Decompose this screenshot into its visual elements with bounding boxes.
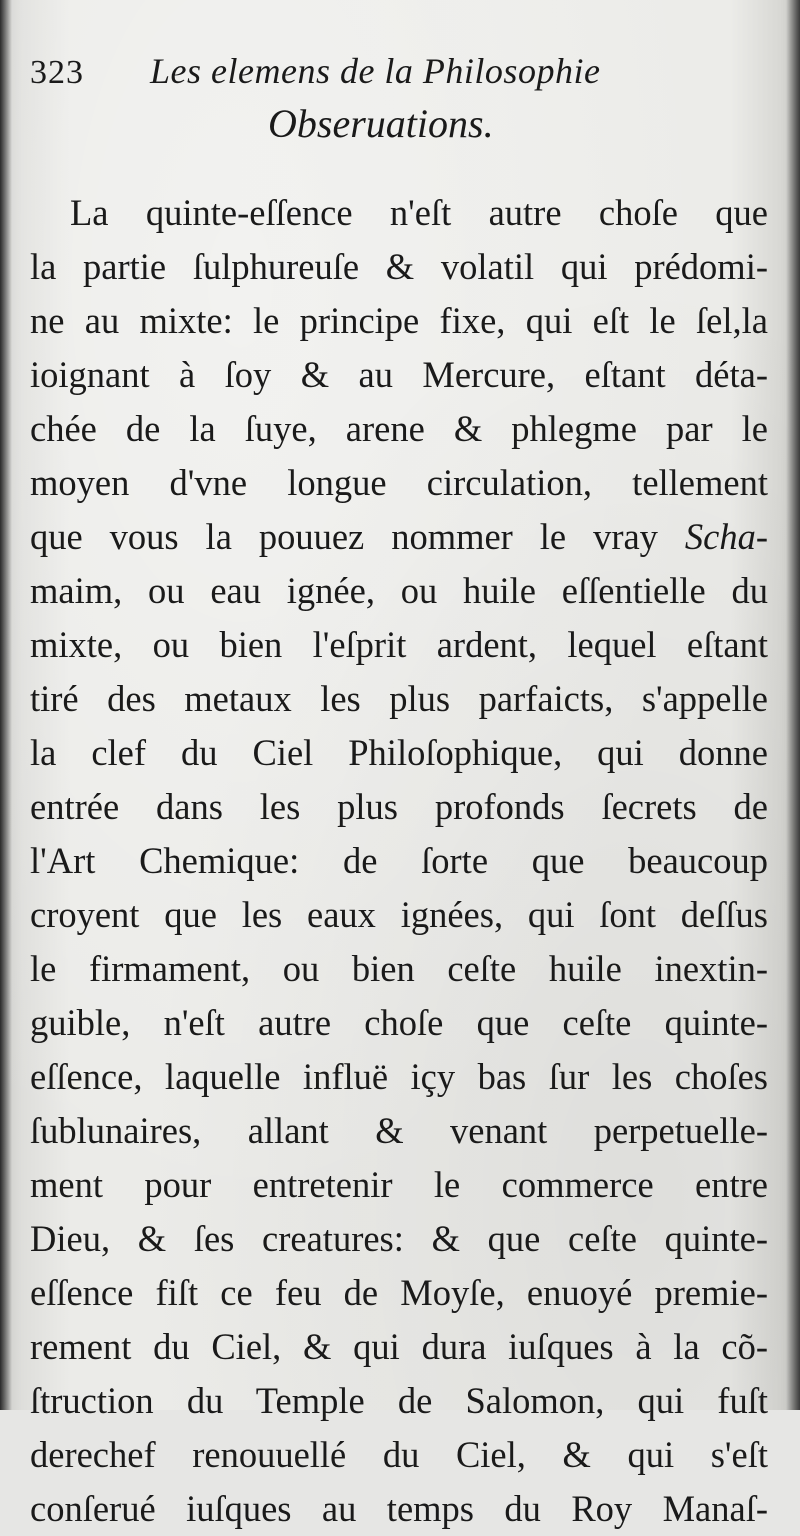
text-line: le firmament, ou bien ceſte huile inextin- [30, 948, 768, 989]
text-line: mixte, ou bien l'eſprit ardent, lequel eſtant [30, 624, 768, 665]
text-line: la clef du Ciel Philoſophique, qui donne [30, 732, 768, 773]
text-line: ment pour entretenir le commerce entre [30, 1164, 768, 1205]
text-line: guible, n'eſt autre choſe que ceſte quinte- [30, 1002, 768, 1043]
text-line: maim, ou eau ignée, ou huile eſſentielle du [30, 570, 768, 611]
text-line: croyent que les eaux ignées, qui ſont deſſus [30, 894, 768, 935]
text-line-with-italic [30, 510, 768, 564]
text-line: ſtruction du Temple de Salomon, qui fuſt [30, 1380, 768, 1421]
text-line: moyen d'vne longue circulation, tellement [30, 462, 768, 503]
text-line: eſſence fiſt ce feu de Moyſe, enuoyé premie- [30, 1272, 768, 1313]
running-head: Les elemens de la Philosophie [150, 51, 601, 91]
section-title: Obseruations. [268, 101, 494, 146]
page-edge-shadow [786, 0, 800, 1410]
text-line: la partie ſulphureuſe & volatil qui prédomi- [30, 246, 768, 287]
text-line: eſſence, laquelle influë içy bas ſur les choſes [30, 1056, 768, 1097]
text-line: entrée dans les plus profonds ſecrets de [30, 786, 768, 827]
page-gutter-shadow [0, 0, 12, 1410]
body-paragraph [30, 186, 780, 1536]
text-line: ioignant à ſoy & au Mercure, eſtant déta- [30, 354, 768, 395]
text-line: rement du Ciel, & qui dura iuſques à la cõ- [30, 1326, 768, 1367]
text-line: Dieu, & ſes creatures: & que ceſte quinte- [30, 1218, 768, 1259]
text-line: l'Art Chemique: de ſorte que beaucoup [30, 840, 768, 881]
italic-word: Scha- [684, 516, 768, 557]
text-line-part: que vous la pouuez nommer le vray [30, 516, 658, 557]
text-line: chée de la ſuye, arene & phlegme par le [30, 408, 768, 449]
text-line: ſublunaires, allant & venant perpetuelle- [30, 1110, 768, 1151]
text-line: tiré des metaux les plus parfaicts, s'appelle [30, 678, 768, 719]
page-number: 323 [30, 54, 84, 91]
text-line: derechef renouuellé du Ciel, & qui s'eſt [30, 1434, 768, 1475]
text-line: conſerué iuſques au temps du Roy Manaſ- [30, 1488, 768, 1529]
text-line: ne au mixte: le principe fixe, qui eſt le ſel,la [30, 300, 768, 341]
text-line: La quinte-eſſence n'eſt autre choſe que [70, 192, 768, 233]
